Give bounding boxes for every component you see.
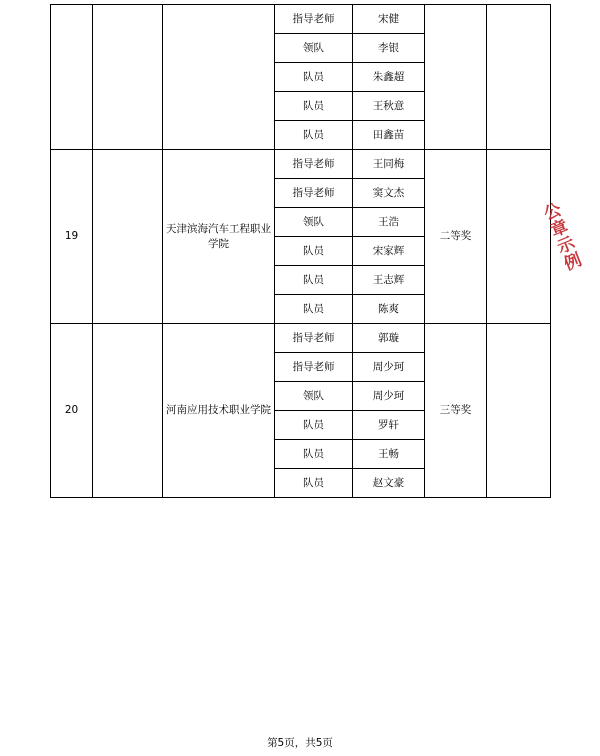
table-row: [51, 324, 551, 353]
cell-award: [425, 5, 487, 150]
cell-role: 领队: [275, 34, 353, 63]
table-row: [51, 5, 551, 34]
cell-name: 王秋意: [353, 92, 425, 121]
cell-role: 队员: [275, 440, 353, 469]
cell-name: 王同梅: [353, 150, 425, 179]
cell-award: 三等奖: [425, 324, 487, 498]
cell-extra: [487, 324, 551, 498]
cell-group-number: 19: [51, 150, 93, 324]
cell-role: 指导老师: [275, 5, 353, 34]
cell-award: 二等奖: [425, 150, 487, 324]
cell-role: 指导老师: [275, 324, 353, 353]
cell-group-number: 20: [51, 324, 93, 498]
cell-role: 队员: [275, 266, 353, 295]
cell-role: 指导老师: [275, 150, 353, 179]
award-roster-table: [50, 4, 551, 498]
cell-role: 领队: [275, 208, 353, 237]
cell-name: 李银: [353, 34, 425, 63]
cell-role: 指导老师: [275, 353, 353, 382]
cell-school-name: 天津滨海汽车工程职业学院: [163, 150, 275, 324]
cell-extra: [487, 150, 551, 324]
cell-name: 王浩: [353, 208, 425, 237]
cell-name: 周少珂: [353, 382, 425, 411]
red-seal-stamp-text: 公章示例: [537, 200, 583, 275]
cell-group-blank: [93, 5, 163, 150]
cell-name: 周少珂: [353, 353, 425, 382]
cell-role: 队员: [275, 469, 353, 498]
cell-name: 王志辉: [353, 266, 425, 295]
cell-role: 队员: [275, 92, 353, 121]
cell-role: 队员: [275, 411, 353, 440]
table-body: [51, 5, 551, 498]
cell-role: 队员: [275, 295, 353, 324]
cell-group-number: [51, 5, 93, 150]
cell-name: 宋家辉: [353, 237, 425, 266]
cell-school-name: 河南应用技术职业学院: [163, 324, 275, 498]
cell-name: 宋健: [353, 5, 425, 34]
cell-group-blank: [93, 150, 163, 324]
cell-name: 窦文杰: [353, 179, 425, 208]
cell-role: 领队: [275, 382, 353, 411]
cell-role: 指导老师: [275, 179, 353, 208]
cell-group-blank: [93, 324, 163, 498]
cell-name: 赵文豪: [353, 469, 425, 498]
cell-role: 队员: [275, 121, 353, 150]
cell-role: 队员: [275, 237, 353, 266]
cell-name: 田鑫苗: [353, 121, 425, 150]
cell-name: 王畅: [353, 440, 425, 469]
cell-name: 陈爽: [353, 295, 425, 324]
page-footer: 第5页，共5页: [267, 737, 333, 749]
cell-name: 朱鑫超: [353, 63, 425, 92]
cell-name: 罗轩: [353, 411, 425, 440]
cell-role: 队员: [275, 63, 353, 92]
cell-school-name: [163, 5, 275, 150]
table-row: [51, 150, 551, 179]
cell-extra: [487, 5, 551, 150]
cell-name: 郭璇: [353, 324, 425, 353]
